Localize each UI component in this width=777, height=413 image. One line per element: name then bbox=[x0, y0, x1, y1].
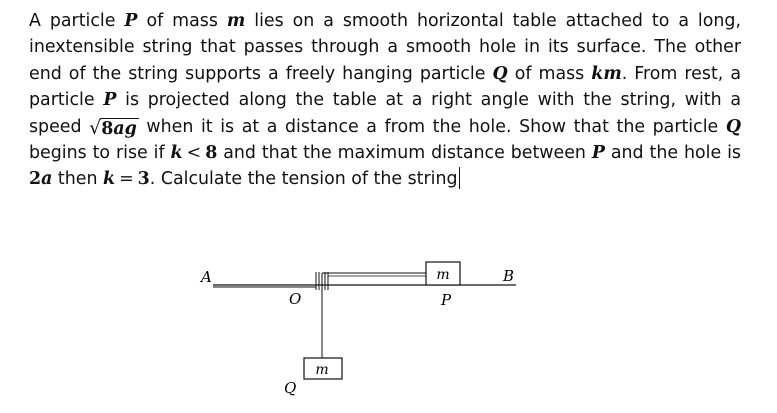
particle-p-mass-label: m bbox=[436, 267, 450, 283]
var-Q: Q bbox=[492, 63, 508, 84]
label-B: B bbox=[503, 267, 515, 285]
label-A: A bbox=[201, 268, 212, 286]
label-Q: Q bbox=[284, 379, 297, 397]
speed-sqrt: √ 8ag bbox=[89, 116, 137, 139]
problem-text: A particle P of mass m lies on a smooth horizontal table attached to a long, inextensible string that passes through a smooth hole in its surface. The other end of the string supports a freely hanging particle Q of mass km. From rest, a particle P is projected along the table at a right angle with the string, with a speed √ 8ag when it is at a distance a from the hole. Show that the particle Q begins to rise if k < 8 and that the maximum distance between P and the hole is 2a then k = 3. Calculate the tension of the string bbox=[29, 11, 741, 190]
var-m: m bbox=[226, 11, 246, 31]
var-P: P bbox=[124, 11, 138, 31]
particle-q-mass-label: m bbox=[315, 362, 329, 378]
var-km: km bbox=[591, 63, 622, 84]
label-O: O bbox=[289, 290, 302, 308]
label-P: P bbox=[441, 291, 452, 309]
